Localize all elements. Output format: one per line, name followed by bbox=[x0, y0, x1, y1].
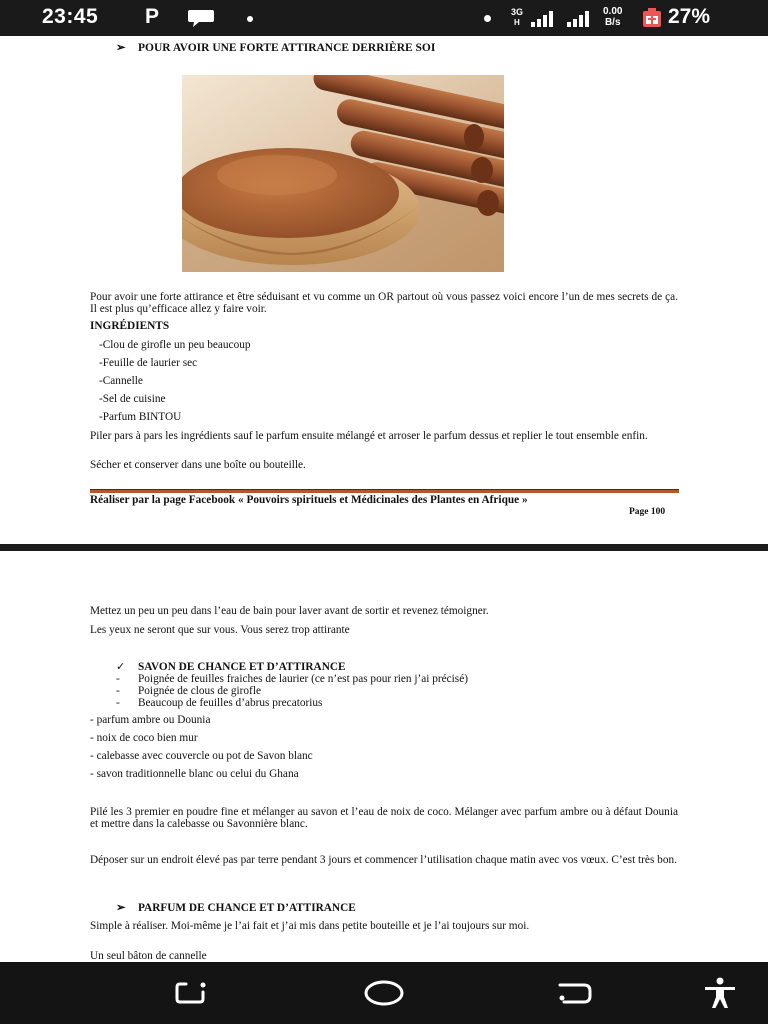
signal-icon bbox=[530, 9, 558, 32]
list-item: - savon traditionnelle blanc ou celui du Ghana bbox=[90, 768, 299, 780]
battery-icon bbox=[641, 8, 663, 33]
text-line: Les yeux ne seront que sur vous. Vous serez trop attirante bbox=[90, 624, 350, 636]
chat-icon bbox=[187, 8, 215, 33]
recents-icon[interactable] bbox=[172, 976, 212, 1015]
footer-rule bbox=[90, 489, 679, 493]
navigation-bar bbox=[0, 962, 768, 1024]
instruction-paragraph: Piler pars à pars les ingrédients sauf le parfum ensuite mélangé et arroser le parfum dessus et replier le tout ensemble enfin. bbox=[90, 430, 648, 442]
ingredient-item: -Sel de cuisine bbox=[99, 393, 166, 405]
ingredient-item: -Clou de girofle un peu beaucoup bbox=[99, 339, 251, 351]
page-number: Page 100 bbox=[629, 507, 666, 517]
intro-paragraph: Pour avoir une forte attirance et être séduisant et vu comme un OR partout où vous passez voici encore l’un de mes secrets de ça. Il est plus qu’efficace allez y faire voir. bbox=[90, 291, 678, 315]
storage-line: Sécher et conserver dans une boîte ou bouteille. bbox=[90, 459, 306, 471]
text-line: Un seul bâton de cannelle bbox=[90, 950, 207, 962]
section-heading: ➢ POUR AVOIR UNE FORTE ATTIRANCE DERRIÈRE SOI bbox=[116, 42, 436, 54]
ingredients-title: INGRÉDIENTS bbox=[90, 320, 170, 332]
checkmark-bullet-icon: ✓ bbox=[116, 660, 126, 673]
back-icon[interactable] bbox=[556, 976, 596, 1015]
network-speed: 0.00 B/s bbox=[603, 6, 623, 28]
ingredient-item: -Feuille de laurier sec bbox=[99, 357, 198, 369]
status-bar bbox=[0, 0, 768, 36]
accessibility-icon[interactable] bbox=[700, 976, 740, 1015]
notification-dot-icon bbox=[484, 15, 491, 22]
network-type: 3G H bbox=[511, 7, 524, 27]
clock: 23:45 bbox=[42, 5, 99, 28]
text-line: Mettez un peu un peu dans l’eau de bain pour laver avant de sortir et revenez témoigner. bbox=[90, 605, 489, 617]
parking-app-icon: P bbox=[145, 5, 160, 28]
arrow-bullet-icon: ➢ bbox=[116, 42, 126, 54]
page-separator bbox=[0, 544, 768, 551]
paragraph: Pilé les 3 premier en poudre fine et mélanger au savon et l’eau de noix de coco. Mélanger avec parfum ambre ou à défaut Dounia et mettre dans la calebasse ou Savonnière blanc. bbox=[90, 806, 678, 830]
list-item: - parfum ambre ou Dounia bbox=[90, 714, 211, 726]
list-item: - Poignée de feuilles fraiches de laurier (ce n’est pas pour rien j’ai précisé) bbox=[116, 673, 468, 685]
ingredient-item: -Cannelle bbox=[99, 375, 143, 387]
paragraph: Simple à réaliser. Moi-même je l’ai fait et j’ai mis dans petite bouteille et je l’ai toujours sur moi. bbox=[90, 920, 530, 932]
home-icon[interactable] bbox=[363, 976, 405, 1015]
page-footer: Réaliser par la page Facebook « Pouvoirs spirituels et Médicinales des Plantes en Afrique » bbox=[90, 494, 528, 506]
ingredient-item: -Parfum BINTOU bbox=[99, 411, 182, 423]
list-item: - Poignée de clous de girofle bbox=[116, 685, 261, 697]
notification-dot-icon bbox=[247, 16, 253, 22]
cinnamon-photo bbox=[182, 75, 504, 272]
list-item: - calebasse avec couvercle ou pot de Savon blanc bbox=[90, 750, 313, 762]
signal-icon bbox=[566, 9, 594, 32]
paragraph: Déposer sur un endroit élevé pas par terre pendant 3 jours et commencer l’utilisation chaque matin avec vos vœux. C’est très bon. bbox=[90, 854, 677, 866]
arrow-bullet-icon: ➢ bbox=[116, 902, 126, 914]
section-heading: ✓ SAVON DE CHANCE ET D’ATTIRANCE bbox=[116, 660, 346, 673]
battery-percent: 27% bbox=[668, 5, 711, 28]
section-heading: ➢ PARFUM DE CHANCE ET D’ATTIRANCE bbox=[116, 902, 356, 914]
list-item: - Beaucoup de feuilles d’abrus precatorius bbox=[116, 697, 323, 709]
list-item: - noix de coco bien mur bbox=[90, 732, 198, 744]
